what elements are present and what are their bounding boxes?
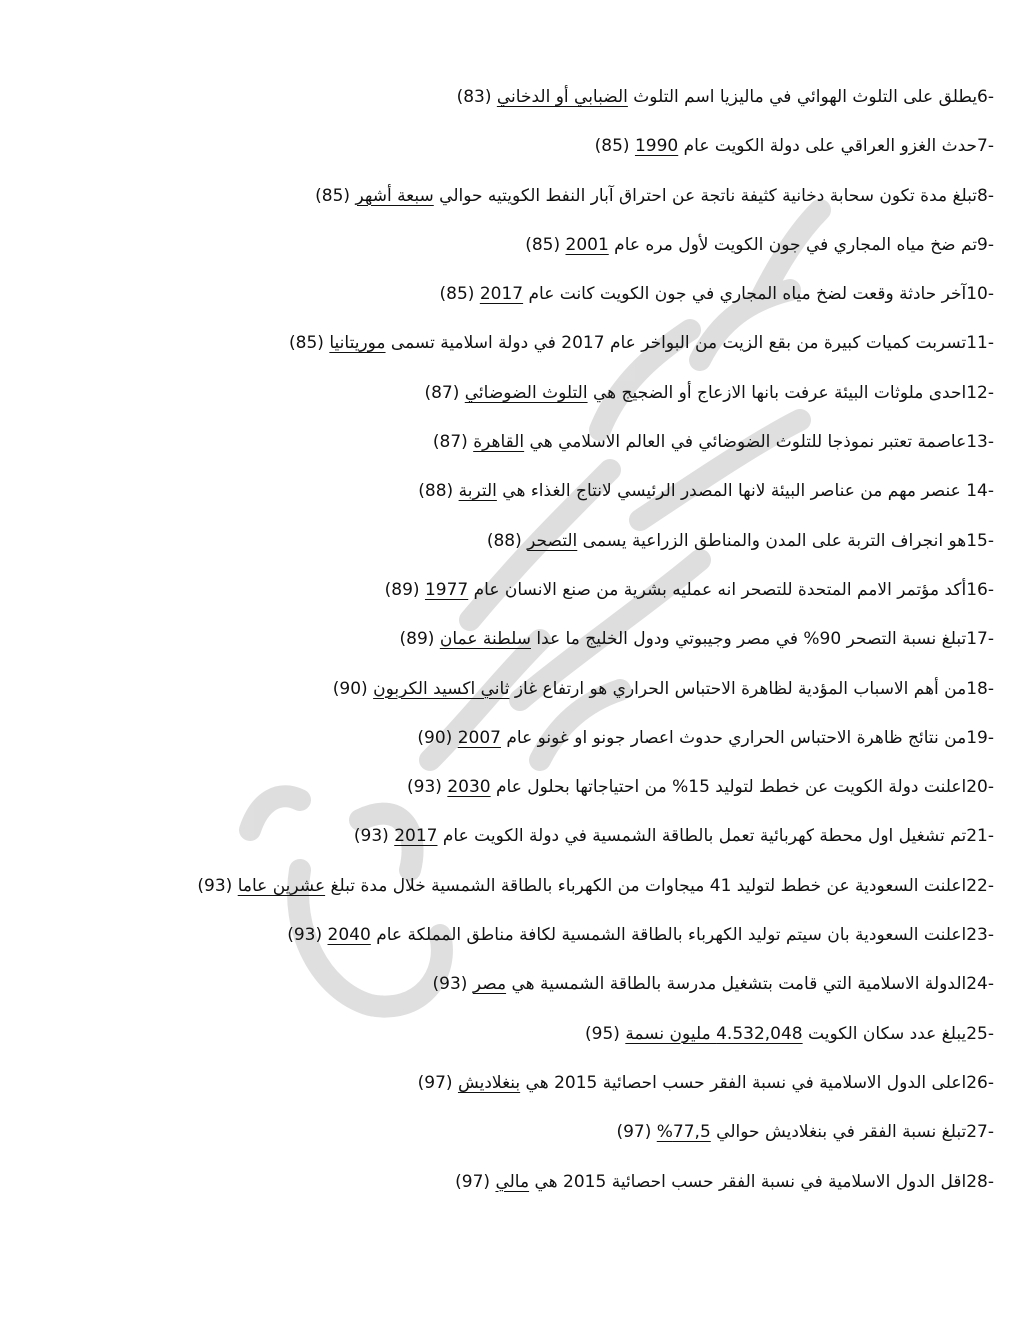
item-number: 21-	[966, 826, 994, 847]
item-page-reference: (85)	[594, 136, 630, 157]
item-page-reference: (85)	[315, 185, 351, 206]
list-item	[94, 1060, 994, 1109]
list-item	[94, 419, 994, 468]
item-statement: من نتائج ظاهرة الاحتباس الحراري حدوث اعصار جونو او غونو عام	[500, 727, 967, 748]
item-statement: اعلنت دولة الكويت عن خطط لتوليد 15% من احتياجاتها بحلول عام	[490, 777, 967, 798]
item-answer: موريتانيا	[329, 333, 386, 354]
item-number: 11-	[966, 333, 994, 354]
item-number: 20-	[966, 777, 994, 798]
list-item	[94, 764, 994, 813]
item-number: 8-	[977, 185, 994, 206]
item-answer: 2030	[447, 777, 491, 798]
item-number: 13-	[966, 432, 994, 453]
list-item	[94, 616, 994, 665]
item-page-reference: (89)	[384, 579, 420, 600]
list-item	[94, 173, 994, 222]
list-item	[94, 863, 994, 912]
item-statement: تم ضخ مياه المجاري في جون الكويت لأول مره عام	[608, 234, 978, 255]
item-number: 24-	[966, 974, 994, 995]
item-statement: احدى ملوثات البيئة عرفت بانها الازعاج أو الضجيج هي	[587, 382, 967, 403]
item-number: 18-	[966, 678, 994, 699]
item-statement: تم تشغيل اول محطة كهربائية تعمل بالطاقة الشمسية في دولة الكويت عام	[437, 826, 967, 847]
item-answer: مالي	[495, 1171, 530, 1192]
item-statement: أكد مؤتمر الامم المتحدة للتصحر انه عمليه بشرية من صنع الانسان عام	[468, 579, 967, 600]
list-item	[94, 1159, 994, 1208]
item-statement: الدولة الاسلامية التي قامت بتشغيل مدرسة بالطاقة الشمسية هي	[506, 974, 967, 995]
list-item	[94, 320, 994, 369]
item-statement: تبلغ مدة تكون سحابة دخانية كثيفة ناتجة عن احتراق آبار النفط الكويتيه حوالي	[433, 185, 978, 206]
list-item	[94, 666, 994, 715]
item-answer: التلوث الضوضائي	[464, 382, 588, 403]
item-page-reference: (95)	[585, 1023, 620, 1044]
item-answer: 1990	[634, 136, 679, 157]
item-page-reference: (97)	[417, 1072, 453, 1093]
item-page-reference: (83)	[456, 87, 492, 107]
item-number: 28-	[966, 1171, 994, 1192]
item-page-reference: (90)	[332, 678, 368, 699]
item-statement: عنصر مهم من عناصر البيئة لانها المصدر الرئيسي لانتاج الغذاء هي	[496, 481, 967, 502]
item-number: 25-	[966, 1023, 994, 1044]
item-page-reference: (93)	[287, 925, 323, 946]
list-item	[94, 370, 994, 419]
item-statement: تسربت كميات كبيرة من بقع الزيت من البواخر عام 2017 في دولة اسلامية تسمى	[385, 333, 967, 354]
item-number: 12-	[966, 382, 994, 403]
item-statement: من أهم الاسباب المؤدية لظاهرة الاحتباس الحراري هو ارتفاع غاز	[509, 678, 967, 699]
answers-list	[94, 74, 994, 1208]
item-statement: تبلغ نسبة الفقر في بنغلاديش حوالي	[710, 1122, 967, 1143]
item-page-reference: (85)	[525, 234, 561, 255]
item-statement: تبلغ نسبة التصحر 90% في مصر وجيبوتي ودول الخليج ما عدا	[530, 629, 967, 650]
item-answer: بنغلاديش	[457, 1072, 521, 1093]
item-page-reference: (87)	[424, 382, 460, 403]
item-answer: 1977	[424, 579, 469, 600]
item-answer: 2017	[479, 284, 524, 305]
item-page-reference: (87)	[432, 432, 468, 453]
item-answer: 2007	[457, 727, 501, 748]
item-answer: 77,5%	[656, 1122, 711, 1143]
list-item	[94, 715, 994, 764]
item-page-reference: (89)	[399, 629, 435, 650]
item-number: 14-	[966, 481, 994, 502]
item-number: 16-	[966, 579, 994, 600]
item-answer: التربة	[458, 481, 497, 502]
item-page-reference: (93)	[197, 875, 233, 896]
item-statement: يطلق على التلوث الهوائي في ماليزيا اسم التلوث	[627, 87, 978, 107]
list-item	[94, 813, 994, 862]
item-answer: 4.532,048 مليون نسمة	[625, 1023, 803, 1044]
item-number: 10-	[966, 284, 994, 305]
list-item	[94, 961, 994, 1010]
item-number: 27-	[966, 1122, 994, 1143]
list-item	[94, 912, 994, 961]
item-number: 23-	[966, 925, 994, 946]
list-item	[94, 1011, 994, 1060]
item-page-reference: (90)	[417, 727, 453, 748]
list-item	[94, 222, 994, 271]
item-page-reference: (93)	[353, 826, 389, 847]
item-number: 19-	[966, 727, 994, 748]
item-page-reference: (93)	[407, 777, 442, 798]
list-item	[94, 74, 994, 123]
item-number: 7-	[977, 136, 994, 157]
list-item	[94, 567, 994, 616]
item-page-reference: (85)	[289, 333, 324, 354]
item-page-reference: (88)	[486, 530, 522, 551]
item-answer: القاهرة	[473, 432, 525, 453]
item-page-reference: (85)	[439, 284, 475, 305]
item-answer: التصحر	[527, 530, 578, 551]
item-page-reference: (97)	[616, 1122, 652, 1143]
item-page-reference: (88)	[418, 481, 454, 502]
item-answer: 2040	[327, 925, 371, 946]
item-answer: مصر	[472, 974, 507, 995]
item-statement: هو انجراف التربة على المدن والمناطق الزراعية يسمى	[577, 530, 967, 551]
item-answer: 2001	[565, 234, 609, 255]
item-number: 9-	[977, 234, 994, 255]
item-number: 22-	[966, 875, 994, 896]
item-statement: عاصمة تعتبر نموذجا للتلوث الضوضائي في العالم الاسلامي هي	[524, 432, 967, 453]
item-answer: الضبابي أو الدخاني	[496, 87, 628, 107]
item-statement: آخر حادثة وقعت لضخ مياه المجاري في جون الكويت كانت عام	[523, 284, 967, 305]
item-statement: اعلنت السعودية عن خطط لتوليد 41 ميجاوات من الكهرباء بالطاقة الشمسية خلال مدة تبلغ	[325, 875, 967, 896]
item-number: 15-	[966, 530, 994, 551]
item-answer: سبعة أشهر	[355, 185, 434, 206]
list-item	[94, 123, 994, 172]
item-number: 17-	[966, 629, 994, 650]
item-answer: سلطنة عمان	[439, 629, 531, 650]
item-statement: اعلنت السعودية بان سيتم توليد الكهرباء بالطاقة الشمسية لكافة مناطق المملكة عام	[370, 925, 967, 946]
item-answer: عشرين عاما	[237, 875, 326, 896]
list-item	[94, 271, 994, 320]
item-answer: ثاني اكسيد الكربون	[373, 678, 510, 699]
item-statement: اقل الدول الاسلامية في نسبة الفقر حسب احصائية 2015 هي	[529, 1171, 967, 1192]
item-answer: 2017	[394, 826, 438, 847]
item-page-reference: (93)	[432, 974, 468, 995]
list-item	[94, 468, 994, 517]
item-number: 6-	[977, 87, 994, 107]
list-item	[94, 1109, 994, 1158]
item-number: 26-	[966, 1072, 994, 1093]
item-statement: حدث الغزو العراقي على دولة الكويت عام	[678, 136, 978, 157]
item-statement: اعلى الدول الاسلامية في نسبة الفقر حسب احصائية 2015 هي	[520, 1072, 967, 1093]
item-page-reference: (97)	[455, 1171, 491, 1192]
item-statement: يبلغ عدد سكان الكويت	[802, 1023, 967, 1044]
list-item	[94, 518, 994, 567]
